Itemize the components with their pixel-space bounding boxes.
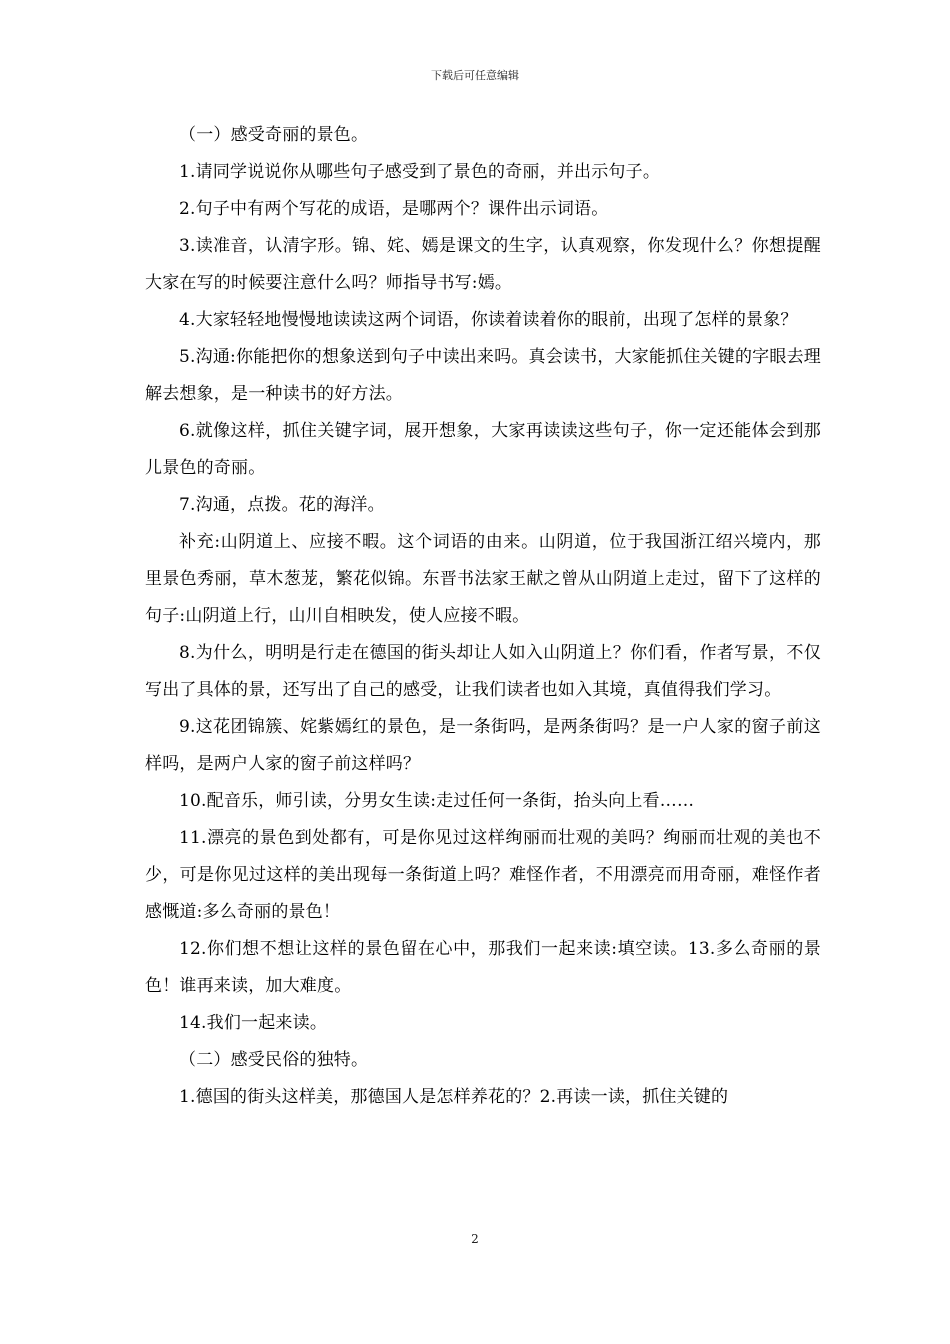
paragraph-2: 2.句子中有两个写花的成语，是哪两个？课件出示词语。 [179,199,609,219]
page-header: 下载后可任意编辑 [431,69,519,82]
paragraph-12: 12.你们想不想让这样的景色留在心中，那我们一起来读:填空读。13.多么奇丽的景色！谁再来读，加大难度。 [145,939,821,996]
paragraph-3: 3.读准音，认清字形。锦、姹、嫣是课文的生字，认真观察，你发现什么？你想提醒大家在写的时候要注意什么吗？师指导书写:嫣。 [145,236,821,293]
paragraph-section-heading-2: （二）感受民俗的独特。 [179,1050,369,1070]
paragraph-10: 10.配音乐，师引读，分男女生读:走过任何一条街，抬头向上看…… [179,791,695,811]
paragraph-7: 7.沟通，点拨。花的海洋。 [179,495,385,515]
paragraph-last: 1.德国的街头这样美，那德国人是怎样养花的？2.再读一读，抓住关键的 [179,1087,729,1107]
paragraph-11: 11.漂亮的景色到处都有，可是你见过这样绚丽而壮观的美吗？绚丽而壮观的美也不少，可是你见过这样的美出现每一条街道上吗？难怪作者，不用漂亮而用奇丽，难怪作者感慨道:多么奇丽的景色！ [145,828,821,922]
paragraph-14: 14.我们一起来读。 [179,1013,328,1033]
paragraph-9: 9.这花团锦簇、姹紫嫣红的景色，是一条街吗，是两条街吗？是一户人家的窗子前这样吗，是两户人家的窗子前这样吗？ [145,717,821,774]
page-number: 2 [471,1232,479,1246]
paragraph-6: 6.就像这样，抓住关键字词，展开想象，大家再读读这些句子，你一定还能体会到那儿景色的奇丽。 [145,421,821,478]
paragraph-5: 5.沟通:你能把你的想象送到句子中读出来吗。真会读书，大家能抓住关键的字眼去理解去想象，是一种读书的好方法。 [145,347,821,404]
paragraph-supplement: 补充:山阴道上、应接不暇。这个词语的由来。山阴道，位于我国浙江绍兴境内，那里景色秀丽，草木葱茏，繁花似锦。东晋书法家王献之曾从山阴道上走过，留下了这样的句子:山阴道上行，山川自相映发，使人应接不暇。 [145,532,821,626]
document-body [145,117,821,1116]
paragraph-1: 1.请同学说说你从哪些句子感受到了景色的奇丽，并出示句子。 [179,162,661,182]
paragraph-4: 4.大家轻轻地慢慢地读读这两个词语，你读着读着你的眼前，出现了怎样的景象？ [179,310,798,330]
paragraph-section-heading-1: （一）感受奇丽的景色。 [179,125,369,145]
paragraph-8: 8.为什么，明明是行走在德国的街头却让人如入山阴道上？你们看，作者写景，不仅写出了具体的景，还写出了自己的感受，让我们读者也如入其境，真值得我们学习。 [145,643,821,700]
